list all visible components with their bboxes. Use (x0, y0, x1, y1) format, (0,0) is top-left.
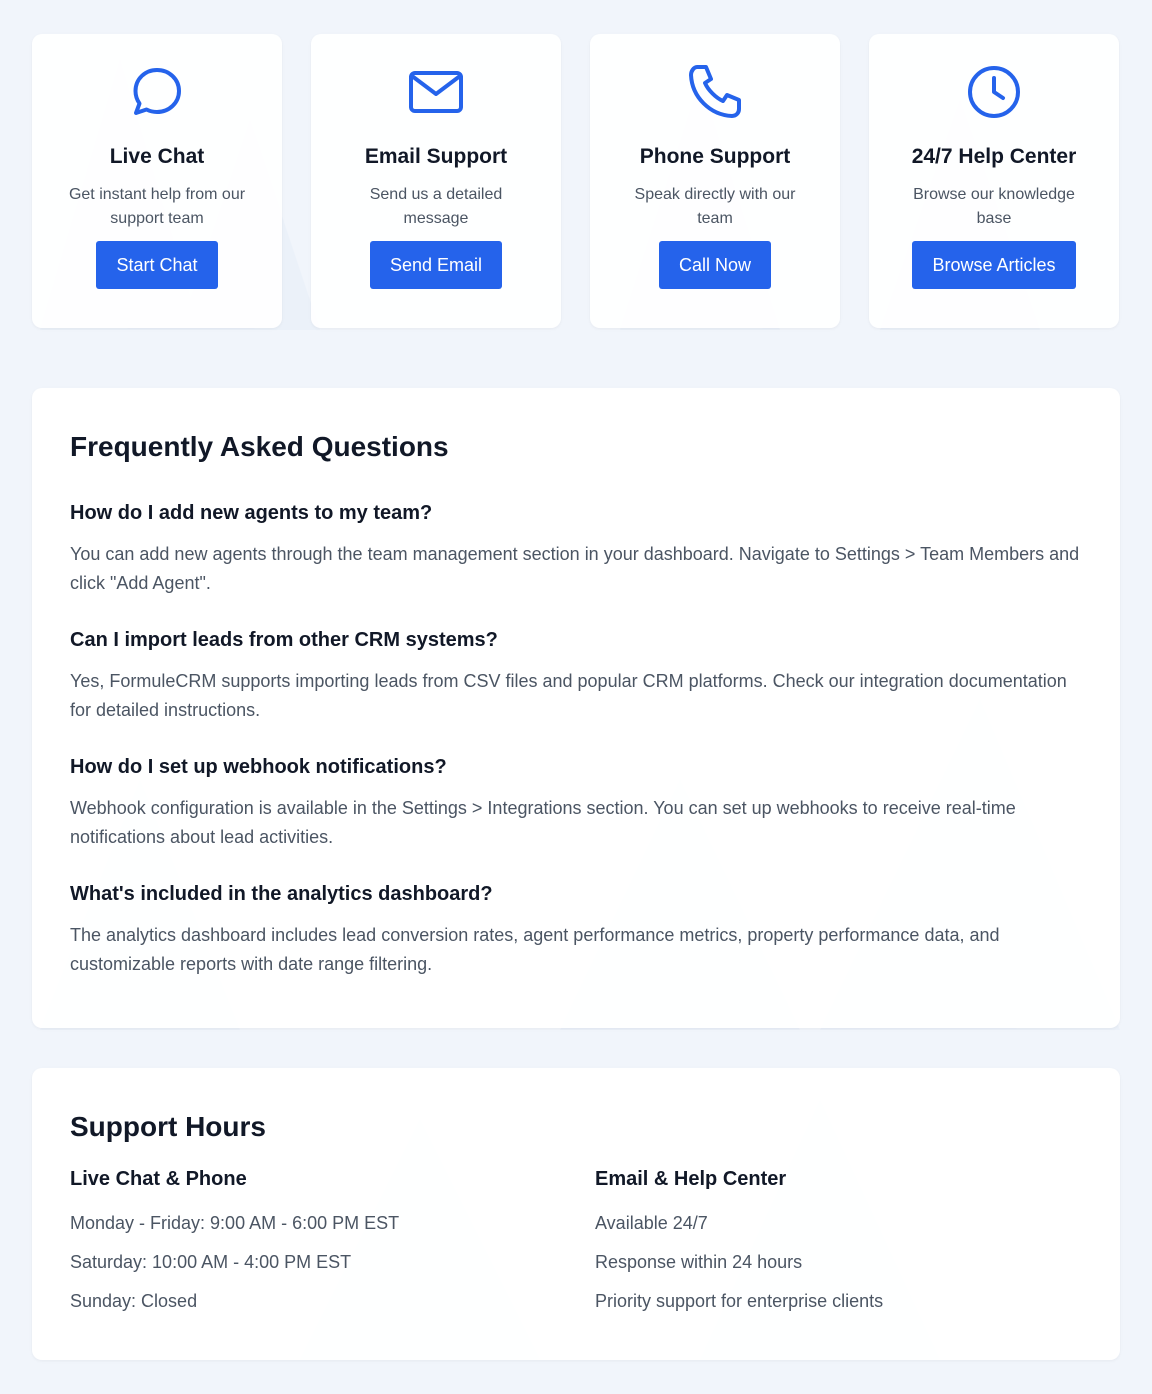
hours-line: Sunday: Closed (70, 1291, 198, 1311)
support-card-phone (590, 34, 840, 328)
support-card-help-center (869, 34, 1119, 328)
faq-question: What's included in the analytics dashboard? (70, 883, 493, 905)
support-card-email (311, 34, 561, 328)
support-card-live-chat (32, 34, 282, 328)
hours-column-heading: Email & Help Center (595, 1168, 787, 1190)
faq-answer: Yes, FormuleCRM supports importing leads from CSV files and popular CRM platforms. Check our integration documentation for detailed instructions. (70, 671, 1067, 720)
faq-answer: You can add new agents through the team management section in your dashboard. Navigate to Settings > Team Members and click "Add Agent". (70, 544, 1080, 593)
faq-list (70, 500, 1082, 979)
hours-column-chat-phone (70, 1166, 595, 1329)
faq-section (32, 388, 1120, 1028)
faq-item (70, 881, 1082, 979)
hours-line: Priority support for enterprise clients (595, 1291, 884, 1311)
faq-question: Can I import leads from other CRM systems? (70, 629, 498, 651)
card-title: Phone Support (639, 145, 791, 168)
hours-column-heading: Live Chat & Phone (70, 1168, 247, 1190)
hours-line: Response within 24 hours (595, 1252, 803, 1272)
card-description: Get instant help from our support team (68, 186, 246, 227)
faq-item (70, 754, 1082, 852)
start-chat-button[interactable]: Start Chat (96, 241, 217, 289)
faq-question: How do I set up webhook notifications? (70, 756, 447, 778)
card-description: Send us a detailed message (369, 186, 503, 227)
faq-question: How do I add new agents to my team? (70, 502, 433, 524)
faq-item (70, 500, 1082, 598)
chat-bubble-icon (129, 64, 185, 120)
browse-articles-button[interactable]: Browse Articles (912, 241, 1075, 289)
support-options (32, 34, 1120, 328)
card-title: 24/7 Help Center (911, 145, 1077, 168)
phone-icon (687, 64, 743, 120)
card-title: Email Support (364, 145, 508, 168)
support-hours-section (32, 1068, 1120, 1360)
clock-icon (966, 64, 1022, 120)
faq-answer: Webhook configuration is available in the Settings > Integrations section. You can set up webhooks to receive real-time notifications about lead activities. (70, 798, 1016, 847)
faq-title: Frequently Asked Questions (70, 431, 449, 462)
faq-answer: The analytics dashboard includes lead conversion rates, agent performance metrics, property performance data, and customizable reports with date range filtering. (70, 925, 1000, 974)
hours-list (595, 1212, 1075, 1312)
envelope-icon (408, 64, 464, 120)
hours-list (70, 1212, 595, 1312)
call-now-button[interactable]: Call Now (659, 241, 771, 289)
hours-line: Saturday: 10:00 AM - 4:00 PM EST (70, 1252, 352, 1272)
card-description: Browse our knowledge base (913, 186, 1075, 227)
send-email-button[interactable]: Send Email (370, 241, 502, 289)
hours-column-email-help (595, 1166, 1075, 1329)
card-title: Live Chat (109, 145, 205, 168)
support-hours-columns (70, 1166, 1082, 1329)
support-hours-title: Support Hours (70, 1111, 266, 1142)
hours-line: Available 24/7 (595, 1213, 708, 1233)
hours-line: Monday - Friday: 9:00 AM - 6:00 PM EST (70, 1213, 400, 1233)
faq-item (70, 627, 1082, 725)
card-description: Speak directly with our team (634, 186, 796, 227)
